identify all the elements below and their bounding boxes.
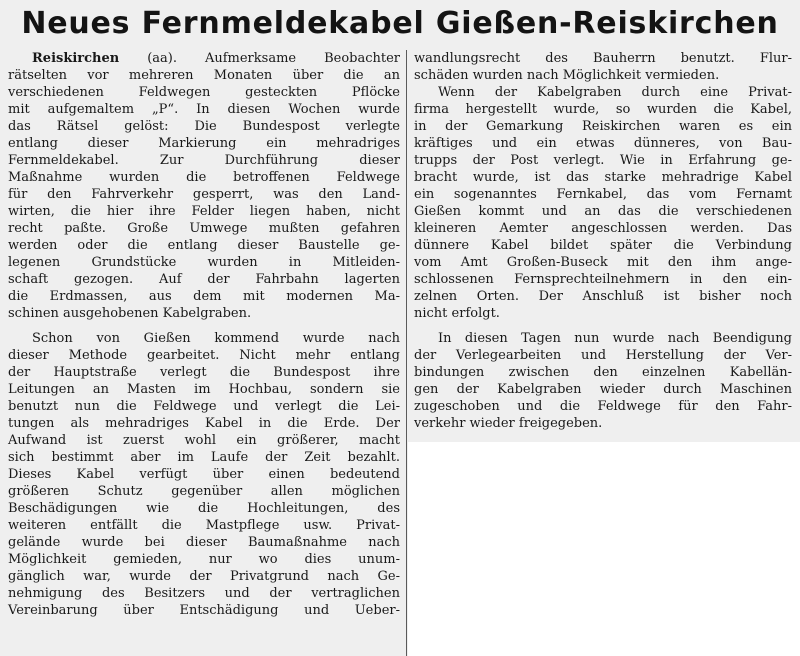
text-line: tungen als mehradriges Kabel in die Erde. Der xyxy=(8,416,400,431)
headline: Neues Fernmeldekabel Gießen-Reiskirchen xyxy=(21,6,779,41)
text-line: weiteren entfällt die Mastpflege usw. Privat- xyxy=(8,518,400,533)
paragraph-giessen xyxy=(8,330,400,619)
text-line: dünnere Kabel bildet später die Verbindung xyxy=(414,238,792,253)
text-line: trupps der Post verlegt. Wie in Erfahrung ge- xyxy=(414,153,792,168)
text-line: schaft gezogen. Auf der Fahrbahn lagerten xyxy=(8,272,400,287)
text-line: schinen ausgehobenen Kabelgraben. xyxy=(8,306,252,321)
text-line: kleineren Aemter angeschlossen werden. Das xyxy=(414,221,792,236)
column-rule xyxy=(406,50,407,656)
text-line: gänglich war, wurde der Privatgrund nach Ge- xyxy=(8,569,400,584)
right-column xyxy=(414,50,792,440)
paragraph-gap xyxy=(8,322,400,330)
text-line: nicht erfolgt. xyxy=(414,306,500,321)
text-line: werden oder die entlang dieser Baustelle ge- xyxy=(8,238,400,253)
text-line: firma hergestellt wurde, so wurden die Kabel, xyxy=(414,102,792,117)
text-line: dieser Methode gearbeitet. Nicht mehr entlang xyxy=(8,348,400,363)
text-line: ein sogenanntes Fernkabel, das vom Fernamt xyxy=(414,187,792,202)
text-line: zelnen Orten. Der Anschluß ist bisher noch xyxy=(414,289,792,304)
text-line: der Verlegearbeiten und Herstellung der Ver- xyxy=(414,348,792,363)
text-line: In diesen Tagen nun wurde nach Beendigung xyxy=(438,331,792,346)
text-line: rätselten vor mehreren Monaten über die an xyxy=(8,68,400,83)
text-line: verkehr wieder freigegeben. xyxy=(414,416,603,431)
text-line: Fernmeldekabel. Zur Durchführung dieser xyxy=(8,153,400,168)
text-line: Maßnahme wurden die betroffenen Feldwege xyxy=(8,170,400,185)
text-line: Schon von Gießen kommend wurde nach xyxy=(32,331,400,346)
text-line: mit aufgemaltem „P“. In diesen Wochen wurde xyxy=(8,102,400,117)
text-line: kräftiges und ein etwas dünneres, von Bau- xyxy=(414,136,792,151)
text-line: größeren Schutz gegenüber allen möglichen xyxy=(8,484,400,499)
paragraph-beendigung xyxy=(414,330,792,432)
text-fragment: (aa). Aufmerksame Beobachter xyxy=(119,51,400,66)
text-line: das Rätsel gelöst: Die Bundespost verlegte xyxy=(8,119,400,134)
left-column xyxy=(8,50,400,650)
text-line: recht paßte. Große Umwege mußten gefahren xyxy=(8,221,400,236)
text-line: Beschädigungen wie die Hochleitungen, des xyxy=(8,501,400,516)
text-line: schlossenen Fernsprechteilnehmern in den ein- xyxy=(414,272,792,287)
text-line: bracht wurde, ist das starke mehradrige Kabel xyxy=(414,170,792,185)
text-line: der Hauptstraße verlegt die Bundespost ihre xyxy=(8,365,400,380)
text-line: die Erdmassen, aus dem mit modernen Ma- xyxy=(8,289,400,304)
text-line: zugeschoben und die Feldwege für den Fahr- xyxy=(414,399,792,414)
text-line: Leitungen an Masten im Hochbau, sondern sie xyxy=(8,382,400,397)
text-line: entlang dieser Markierung ein mehradriges xyxy=(8,136,400,151)
paragraph-continuation xyxy=(414,50,792,84)
text-line xyxy=(8,50,400,67)
text-line: wandlungsrecht des Bauherrn benutzt. Flur- xyxy=(414,51,792,66)
text-line: bindungen zwischen den einzelnen Kabellän- xyxy=(414,365,792,380)
text-line: nehmigung des Besitzers und der vertraglichen xyxy=(8,586,400,601)
paragraph-reiskirchen xyxy=(8,50,400,322)
paragraph-privatfirma xyxy=(414,84,792,322)
text-line: vom Amt Großen-Buseck mit den ihm ange- xyxy=(414,255,792,270)
text-line: für den Fahrverkehr gesperrt, was den Land- xyxy=(8,187,400,202)
text-line: Möglichkeit gemieden, nur wo dies unum- xyxy=(8,552,400,567)
text-line: Dieses Kabel verfügt über einen bedeutend xyxy=(8,467,400,482)
text-line: Aufwand ist zuerst wohl ein größerer, macht xyxy=(8,433,400,448)
text-line: verschiedenen Feldwegen gesteckten Pflöcke xyxy=(8,85,400,100)
blank-area xyxy=(408,442,800,656)
text-line: wirten, die hier ihre Felder liegen haben, nicht xyxy=(8,204,400,219)
paragraph-gap xyxy=(414,322,792,330)
text-line: Vereinbarung über Entschädigung und Ueber- xyxy=(8,603,400,618)
text-line: gen der Kabelgraben wieder durch Maschinen xyxy=(414,382,792,397)
text-line: benutzt nun die Feldwege und verlegt die Lei- xyxy=(8,399,400,414)
text-line: gelände wurde bei dieser Baumaßnahme nach xyxy=(8,535,400,550)
text-line: schäden wurden nach Möglichkeit vermieden. xyxy=(414,68,720,83)
text-line: in der Gemarkung Reiskirchen waren es ein xyxy=(414,119,792,134)
dateline: Reiskirchen xyxy=(32,51,120,66)
text-line: sich bestimmt aber im Laufe der Zeit bezahlt. xyxy=(8,450,400,465)
text-line: legenen Grundstücke wurden in Mitleiden- xyxy=(8,255,400,270)
text-line: Gießen kommt und an das die verschiedenen xyxy=(414,204,792,219)
text-line: Wenn der Kabelgraben durch eine Privat- xyxy=(438,85,792,100)
